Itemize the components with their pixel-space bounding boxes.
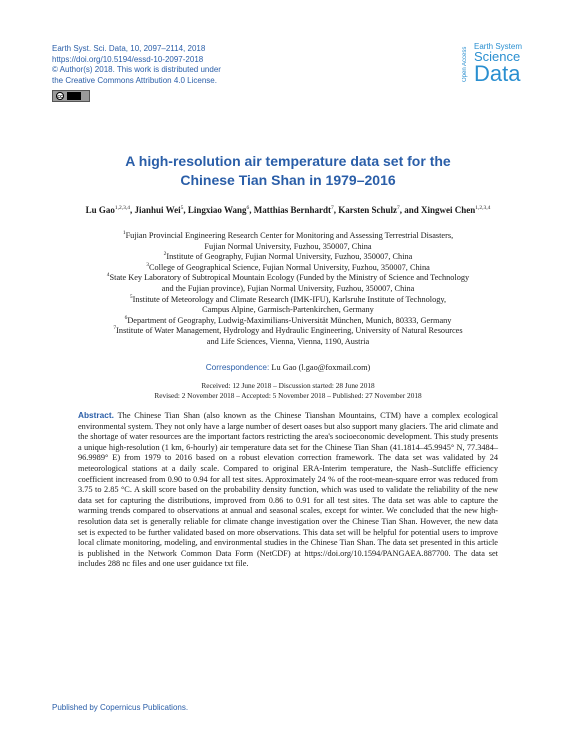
affiliation-text: Institute of Water Management, Hydrology and Hydraulic Engineering, University of Natural Resources bbox=[116, 326, 463, 336]
affiliation-text: State Key Laboratory of Subtropical Mountain Ecology (Funded by the Ministry of Science and Technology bbox=[109, 273, 470, 283]
journal-logo bbox=[462, 42, 536, 88]
author-separator: , bbox=[183, 205, 188, 215]
journal-citation: Earth Syst. Sci. Data, 10, 2097–2114, 2018 bbox=[52, 44, 206, 53]
affiliation-number: 2 bbox=[163, 251, 167, 258]
affiliation-line bbox=[60, 284, 516, 295]
publisher-footer: Published by Copernicus Publications. bbox=[52, 703, 189, 712]
author-affil-sup: 5 bbox=[180, 205, 184, 211]
affiliation bbox=[60, 295, 516, 316]
affiliation bbox=[60, 273, 516, 294]
affiliation bbox=[60, 231, 516, 252]
affiliation-line bbox=[60, 295, 516, 306]
license-text: the Creative Commons Attribution 4.0 License. bbox=[52, 75, 217, 85]
affiliation-text: Institute of Meteorology and Climate Research (IMK-IFU), Karlsruhe Institute of Technology, bbox=[132, 294, 447, 304]
author-affil-sup: 7 bbox=[330, 205, 334, 211]
journal-meta bbox=[52, 44, 221, 86]
affiliation-text: College of Geographical Science, Fujian Normal University, Fuzhou, 350007, China bbox=[148, 262, 430, 272]
abstract bbox=[78, 410, 498, 570]
affiliation-number: 3 bbox=[146, 262, 149, 269]
dates-line-2: Revised: 2 November 2018 – Accepted: 5 November 2018 – Published: 27 November 2018 bbox=[154, 391, 422, 400]
affiliation-number: 4 bbox=[106, 272, 110, 279]
author-name: Jianhui Wei bbox=[134, 205, 181, 215]
affiliation-number: 6 bbox=[124, 314, 128, 321]
affiliation-text: Fujian Provincial Engineering Research Center for Monitoring and Assessing Terrestrial Disasters, bbox=[125, 231, 454, 240]
cc-icon: cc bbox=[57, 94, 63, 100]
author-separator: , bbox=[249, 205, 254, 215]
affiliation-line bbox=[60, 273, 516, 284]
author-affil-sup: 7 bbox=[396, 205, 400, 211]
affiliation-line bbox=[60, 242, 516, 253]
author-name: Lu Gao bbox=[85, 205, 115, 215]
cc-license-badge[interactable] bbox=[52, 90, 90, 102]
author-affil-sup: 6 bbox=[246, 205, 250, 211]
affiliation-text: Department of Geography, Ludwig-Maximilians-Universität München, Munich, 80333, Germany bbox=[127, 315, 452, 325]
affiliation-line bbox=[60, 231, 516, 242]
affiliation-line bbox=[60, 263, 516, 274]
correspondence-label: Correspondence: bbox=[205, 362, 270, 372]
affiliation-list bbox=[60, 231, 516, 348]
author-affil-sup: 1,2,3,4 bbox=[114, 205, 130, 211]
logo-line-1: Earth System bbox=[474, 42, 523, 51]
affiliation-text: Fujian Normal University, Fuzhou, 350007, China bbox=[204, 241, 372, 251]
publication-dates bbox=[60, 381, 516, 401]
author-separator: , bbox=[333, 205, 339, 215]
abstract-label: Abstract. bbox=[78, 410, 114, 420]
affiliation-line bbox=[60, 326, 516, 337]
affiliation-text: and the Fujian province), Fujian Normal University, Fuzhou, 350007, China bbox=[161, 283, 415, 293]
author-separator: , and bbox=[399, 205, 421, 215]
logo-line-2: Science bbox=[474, 49, 521, 64]
cc-by-icon bbox=[67, 92, 81, 100]
affiliation-text: Institute of Geography, Fujian Normal University, Fuzhou, 350007, China bbox=[166, 252, 413, 262]
author-separator: , bbox=[130, 205, 135, 215]
open-access-label: Open Access bbox=[462, 46, 468, 82]
title-line-1: A high-resolution air temperature data set for the bbox=[125, 153, 451, 169]
author-name: Karsten Schulz bbox=[338, 205, 397, 215]
affiliation-line bbox=[60, 305, 516, 316]
author-name: Xingwei Chen bbox=[421, 205, 476, 215]
affiliation-line bbox=[60, 337, 516, 348]
affiliation-text: and Life Sciences, Vienna, Vienna, 1190, Austria bbox=[206, 336, 370, 346]
title-line-2: Chinese Tian Shan in 1979–2016 bbox=[180, 172, 396, 188]
dates-line-1: Received: 12 June 2018 – Discussion started: 28 June 2018 bbox=[201, 381, 375, 390]
affiliation bbox=[60, 316, 516, 327]
affiliation-number: 7 bbox=[113, 325, 117, 332]
correspondence-email[interactable]: Lu Gao (l.gao@foxmail.com) bbox=[271, 363, 371, 372]
correspondence bbox=[60, 362, 516, 372]
affiliation-line bbox=[60, 316, 516, 327]
affiliation bbox=[60, 252, 516, 263]
author-name: Matthias Bernhardt bbox=[253, 205, 331, 215]
abstract-text: The Chinese Tian Shan (also known as the Chinese Tianshan Mountains, CTM) have a complex ecological environmental system. They not only have a large number of desert oases but also support many glaciers. The arid climate and the shortage of water resources are the important factors restricting the area's socioeconomic development. This study presents a unique high-resolution (1 km, 6-hourly) air temperature data set for the Chinese Tian Shan (41.1814–45.9945° N, 77.3484–96.9989° E) from 1979 to 2016 based on a robust elevation correction framework. The data set was validated by 24 meteorological stations at a daily scale. Compared to original ERA-Interim temperature, the Nash–Sutcliffe efficiency coefficient increased from 0.90 to 0.94 for all test sites. Approximately 24 % of the root-mean-square error was reduced from 3.75 to 2.85 °C. A skill score based on the probability density function, which was used to validate the reliability of the new data set for capturing the distributions, improved from 0.86 to 0.91 for all test sites. The data set was able to capture the warming trends compared to observations at annual and seasonal scales, except for winter. We concluded that the new high-resolution data set is generally reliable for climate change investigation over the Chinese Tian Shan. However, the new data set is expected to be further validated based on more observations. This data set will be helpful for potential users to improve local climate monitoring, modeling, and environmental studies in the Chinese Tian Shan. The data set presented in this article is published in the Network Common Data Form (NetCDF) at https://doi.org/10.1594/PANGAEA.887700. The data set includes 288 nc files and one user guidance txt file. bbox=[78, 411, 499, 569]
logo-line-3: Data bbox=[474, 61, 521, 86]
affiliation-line bbox=[60, 252, 516, 263]
author-affil-sup: 1,2,3,4 bbox=[475, 205, 491, 211]
author-name: Lingxiao Wang bbox=[187, 205, 247, 215]
affiliation-text: Campus Alpine, Garmisch-Partenkirchen, Germany bbox=[202, 305, 374, 315]
author-list bbox=[60, 205, 516, 217]
paper-title bbox=[40, 152, 536, 190]
affiliation bbox=[60, 326, 516, 347]
doi-link[interactable]: https://doi.org/10.5194/essd-10-2097-2018 bbox=[52, 54, 204, 64]
copyright-text: © Author(s) 2018. This work is distributed under bbox=[52, 65, 221, 74]
affiliation-number: 5 bbox=[129, 293, 133, 300]
affiliation-number: 1 bbox=[122, 230, 126, 237]
affiliation bbox=[60, 263, 516, 274]
